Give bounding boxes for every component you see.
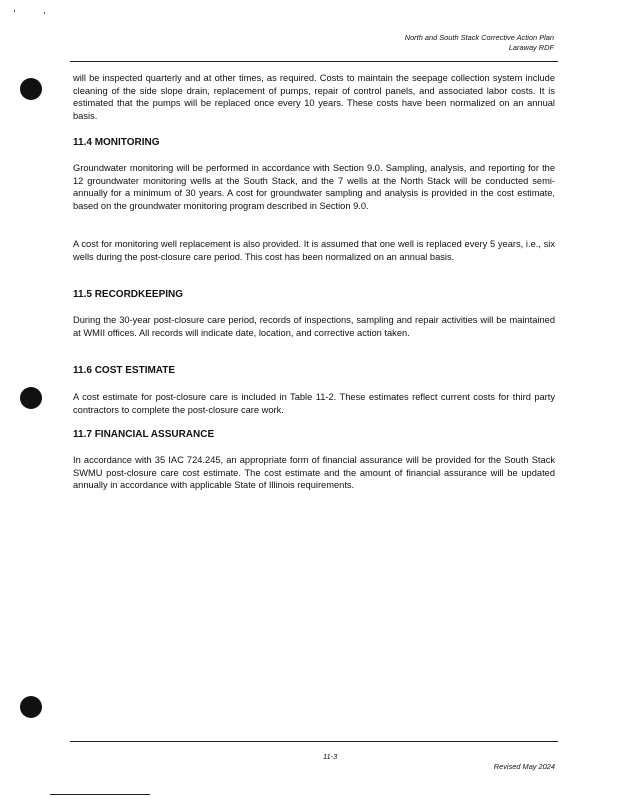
binder-hole-top: [20, 78, 42, 100]
scan-speck: [14, 10, 15, 12]
intro-paragraph: will be inspected quarterly and at other times, as required. Costs to maintain the seepage collection system include cleaning of the side slope drain, replacement of pumps, repair of control panels, and associated labor costs. It is estimated that the pumps will be replaced once every 10 years. These costs have been normalized on an annual basis.: [73, 73, 555, 121]
section-heading-cost-estimate: 11.6 COST ESTIMATE: [73, 365, 176, 376]
revision-date: Revised May 2024: [493, 762, 555, 771]
footer-rule: [70, 741, 558, 742]
header-plan-title: North and South Stack Corrective Action Plan: [404, 33, 554, 42]
binder-hole-bottom: [20, 696, 42, 718]
binder-hole-middle: [20, 387, 42, 409]
recordkeeping-paragraph: During the 30-year post-closure care period, records of inspections, sampling and repair activities will be maintained at WMII offices. All records will indicate date, location, and corrective action taken.: [73, 315, 555, 338]
financial-assurance-paragraph: In accordance with 35 IAC 724.245, an appropriate form of financial assurance will be provided for the South Stack SWMU post-closure care cost estimate. The cost estimate and the amount of financial assurance will be updated annually in accordance with applicable State of Illinois requirements.: [73, 455, 555, 491]
page-number: 11-3: [323, 752, 338, 761]
scan-speck: [44, 12, 45, 14]
header-rule: [70, 61, 558, 62]
cost-estimate-paragraph: A cost estimate for post-closure care is included in Table 11-2. These estimates reflect current costs for third party contractors to complete the post-closure care work.: [73, 392, 555, 415]
header-facility-name: Laraway RDF: [508, 42, 554, 52]
section-heading-recordkeeping: 11.5 RECORDKEEPING: [73, 289, 184, 300]
monitoring-paragraph-1: Groundwater monitoring will be performed in accordance with Section 9.0. Sampling, analysis, and reporting for the 12 groundwater monitoring wells at the South Stack, and the 7 wells at the North Stack will be conducted semi-annually for a minimum of 30 years. A cost for groundwater sampling and analysis is provided in the cost estimate, based on the groundwater monitoring program described in Section 9.0.: [73, 163, 555, 211]
section-heading-financial-assurance: 11.7 FINANCIAL ASSURANCE: [73, 429, 215, 440]
section-heading-monitoring: 11.4 MONITORING: [73, 137, 160, 148]
monitoring-paragraph-2: A cost for monitoring well replacement is also provided. It is assumed that one well is replaced every 5 years, i.e., six wells during the post-closure care period. This cost has been normalized on an annual basis.: [73, 239, 555, 262]
scan-bottom-rule: [50, 794, 150, 795]
document-header: [405, 33, 554, 52]
